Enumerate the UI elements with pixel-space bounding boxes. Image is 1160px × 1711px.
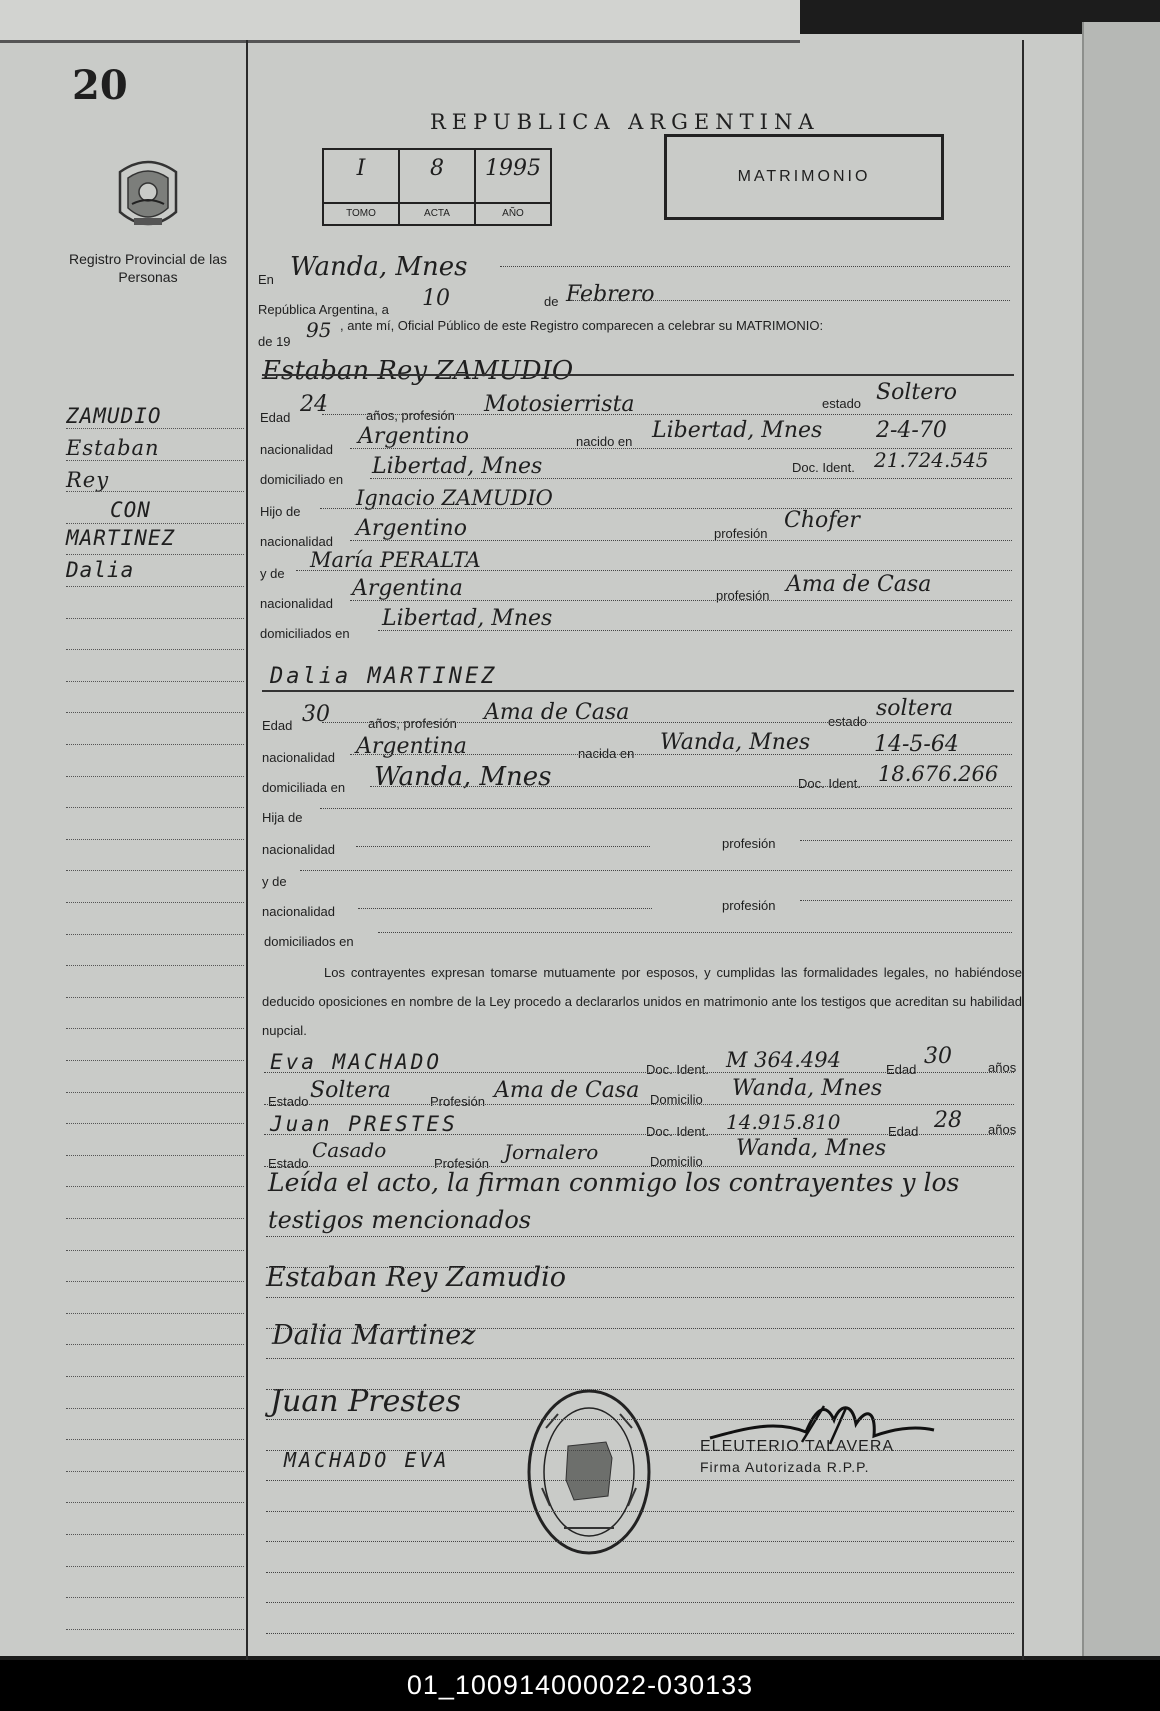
dotted-line	[378, 932, 1012, 933]
dotted-line	[296, 570, 1012, 571]
bride-profession: Ama de Casa	[484, 700, 630, 725]
dotted-line	[322, 414, 1012, 415]
country-heading: REPUBLICA ARGENTINA	[430, 110, 820, 134]
margin-rule-line	[66, 965, 244, 966]
anos-label: años	[988, 1060, 1017, 1075]
margin-rule-line	[66, 776, 244, 777]
signature-rule-line	[266, 1236, 1014, 1237]
margin-rule-line	[66, 807, 244, 808]
hija-label: Hija de	[262, 810, 303, 825]
year-prefix: de 19	[258, 334, 291, 349]
dotted-line	[322, 722, 1012, 723]
witness1-age: 30	[924, 1044, 952, 1069]
margin-rule-line	[66, 1281, 244, 1282]
domiciliados-label: domiciliados en	[260, 626, 350, 641]
official-block	[700, 1438, 950, 1475]
margin-name: Estaban	[66, 436, 160, 460]
mother-name: María PERALTA	[310, 548, 481, 572]
registry-name: Registro Provincial de las Personas	[69, 251, 227, 285]
year-value: 95	[306, 318, 332, 342]
margin-rule-line	[66, 586, 244, 587]
profesion-label: Profesión	[430, 1094, 485, 1109]
dotted-line	[370, 478, 1012, 479]
signature-rule-line	[266, 1602, 1014, 1603]
solid-line	[262, 690, 1014, 692]
signature-rule-line	[266, 1328, 1014, 1329]
mother-profession: Ama de Casa	[786, 572, 932, 597]
margin-rule-line	[66, 1344, 244, 1345]
official-name: ELEUTERIO TALAVERA	[700, 1438, 895, 1455]
bride-nationality: Argentina	[356, 734, 467, 759]
profesion-label: Profesión	[434, 1156, 489, 1171]
signature-rule-line	[266, 1511, 1014, 1512]
margin-rule-line	[66, 1376, 244, 1377]
estado-label: estado	[828, 714, 868, 729]
bride-name: Dalia MARTINEZ	[270, 664, 498, 689]
dotted-line	[370, 786, 1012, 787]
dotted-line	[264, 1104, 1014, 1105]
margin-rule-line	[66, 1534, 244, 1535]
nacionalidad-label: nacionalidad	[262, 750, 336, 765]
anos-profesion-label: años, profesión	[368, 716, 457, 731]
groom-name: Estaban Rey ZAMUDIO	[262, 356, 574, 386]
nacido-label: nacido en	[576, 434, 633, 449]
signature-rule-line	[266, 1572, 1014, 1573]
father-name: Ignacio ZAMUDIO	[356, 486, 553, 510]
ano-label: AÑO	[476, 202, 550, 224]
dotted-line	[320, 808, 1012, 809]
margin-rule-line	[66, 1313, 244, 1314]
next-page-edge	[1082, 22, 1160, 1656]
y-de-label: y de	[260, 566, 285, 581]
dotted-line	[500, 266, 1010, 267]
dotted-line	[320, 508, 1012, 509]
margin-rule-line	[66, 1439, 244, 1440]
margin-rule-line	[66, 491, 244, 492]
margin-rule-line	[66, 1092, 244, 1093]
domiciliado-label: domiciliado en	[260, 472, 344, 487]
witness1-profession: Ama de Casa	[494, 1078, 640, 1103]
signature-rule-line	[266, 1541, 1014, 1542]
witness2-marital-status: Casado	[312, 1138, 387, 1162]
profesion-label: profesión	[714, 526, 768, 541]
province-seal-icon	[112, 152, 184, 236]
bride-address: Wanda, Mnes	[374, 762, 552, 792]
edad-label: Edad	[262, 718, 293, 733]
margin-rule-line	[66, 1028, 244, 1029]
domicilio-label: Domicilio	[650, 1092, 703, 1107]
margin-name: CON	[110, 498, 151, 522]
margin-rule-line	[66, 839, 244, 840]
margin-name: ZAMUDIO	[66, 404, 162, 428]
margin-rule-line	[66, 1629, 244, 1630]
dotted-line	[800, 900, 1012, 901]
margin-rule-line	[66, 1186, 244, 1187]
tomo-value: I	[356, 156, 366, 181]
groom-signature: Estaban Rey Zamudio	[266, 1262, 567, 1293]
margin-rule-line	[66, 1471, 244, 1472]
margin-rule-line	[66, 1566, 244, 1567]
signature-rule-line	[266, 1450, 1014, 1451]
republica-label: República Argentina, a	[258, 302, 389, 317]
image-caption: 01_100914000022-030133	[0, 1660, 1160, 1711]
bride-signature: Dalia Martinez	[272, 1320, 476, 1351]
profesion-label: profesión	[722, 898, 776, 913]
doc-label: Doc. Ident.	[798, 776, 861, 791]
official-title: Firma Autorizada R.P.P.	[700, 1459, 870, 1475]
registry-stamp-icon	[526, 1388, 652, 1556]
profesion-label: profesión	[716, 588, 770, 603]
signature-rule-line	[266, 1389, 1014, 1390]
closing-line-2: testigos mencionados	[268, 1206, 532, 1234]
witness2-address: Wanda, Mnes	[736, 1136, 887, 1161]
dotted-line	[350, 600, 1012, 601]
groom-doc: 21.724.545	[874, 448, 989, 472]
ano-value: 1995	[485, 156, 541, 181]
tomo-label: TOMO	[324, 202, 398, 224]
bride-birthplace: Wanda, Mnes	[660, 730, 811, 755]
acta-label: ACTA	[400, 202, 474, 224]
margin-rule-line	[66, 744, 244, 745]
dotted-line	[300, 870, 1012, 871]
nacionalidad-label: nacionalidad	[262, 904, 336, 919]
witness2-age: 28	[934, 1108, 962, 1133]
nacionalidad-label: nacionalidad	[260, 442, 334, 457]
domicilio-label: Domicilio	[650, 1154, 703, 1169]
witness2-doc: 14.915.810	[726, 1110, 841, 1134]
dotted-line	[378, 630, 1012, 631]
witness1-signature: MACHADO EVA	[284, 1448, 450, 1472]
place-value: Wanda, Mnes	[290, 252, 468, 282]
witness2-profession: Jornalero	[504, 1140, 599, 1164]
dotted-line	[358, 908, 652, 909]
doc-label: Doc. Ident.	[792, 460, 855, 475]
en-label: En	[258, 272, 274, 287]
groom-age: 24	[300, 392, 328, 417]
groom-marital-status: Soltero	[876, 380, 957, 405]
margin-rule-line	[66, 1597, 244, 1598]
margin-rule-line	[66, 618, 244, 619]
estado-label: Estado	[268, 1156, 309, 1171]
edad-label: Edad	[888, 1124, 919, 1139]
bride-doc: 18.676.266	[878, 762, 999, 786]
day-value: 10	[422, 286, 450, 311]
nacionalidad-label: nacionalidad	[262, 842, 336, 857]
groom-nationality: Argentino	[358, 424, 469, 449]
groom-address: Libertad, Mnes	[372, 454, 543, 479]
margin-rule-line	[66, 1123, 244, 1124]
margin-name: Rey	[66, 468, 110, 492]
dotted-line	[350, 540, 1012, 541]
parents-address: Libertad, Mnes	[382, 606, 553, 631]
doc-label: Doc. Ident.	[646, 1124, 709, 1139]
father-nationality: Argentino	[356, 516, 467, 541]
margin-rule-line	[66, 934, 244, 935]
margin-name: Dalia	[66, 558, 135, 582]
nacionalidad-label: nacionalidad	[260, 534, 334, 549]
margin-rule-line	[66, 997, 244, 998]
dotted-line	[264, 1134, 1014, 1135]
margin-rule-line	[66, 681, 244, 682]
record-reference-box	[322, 148, 552, 226]
declaration-text: Los contrayentes expresan tomarse mutuamente por esposos, y cumplidas las formalidades legales, no habiéndose deducido oposiciones en nombre de la Ley procedo a declararlos unidos en matrimonio ante los testigos que acreditan su habilidad nupcial.	[262, 965, 1022, 1038]
signature-rule-line	[266, 1267, 1014, 1268]
witness2-name: Juan PRESTES	[270, 1112, 458, 1136]
witness1-address: Wanda, Mnes	[732, 1076, 883, 1101]
edad-label: Edad	[886, 1062, 917, 1077]
month-value: Febrero	[566, 282, 655, 307]
doc-label: Doc. Ident.	[646, 1062, 709, 1077]
margin-rule-line	[66, 523, 244, 524]
signature-rule-line	[266, 1358, 1014, 1359]
dotted-line	[356, 846, 650, 847]
witness1-marital-status: Soltera	[310, 1078, 391, 1103]
margin-rule-line	[66, 554, 244, 555]
signature-rule-line	[266, 1419, 1014, 1420]
father-profession: Chofer	[784, 508, 860, 533]
dotted-line	[570, 300, 1010, 301]
page-number: 20	[72, 62, 128, 109]
margin-rule-line	[66, 428, 244, 429]
profesion-label: profesión	[722, 836, 776, 851]
margin-rule-line	[66, 1408, 244, 1409]
solid-line	[262, 374, 1014, 376]
bride-birthdate: 14-5-64	[874, 732, 959, 757]
estado-label: estado	[822, 396, 862, 411]
dotted-line	[350, 754, 1012, 755]
signature-rule-line	[266, 1480, 1014, 1481]
acta-value: 8	[430, 156, 444, 181]
margin-rule-line	[66, 649, 244, 650]
mother-nationality: Argentina	[352, 576, 463, 601]
previous-page-edge	[0, 0, 800, 43]
domiciliados-label: domiciliados en	[264, 934, 354, 949]
bride-marital-status: soltera	[876, 696, 954, 721]
anos-label: años	[988, 1122, 1017, 1137]
hijo-label: Hijo de	[260, 504, 301, 519]
margin-rule-line	[66, 1502, 244, 1503]
estado-label: Estado	[268, 1094, 309, 1109]
witness1-name: Eva MACHADO	[270, 1050, 443, 1074]
groom-birthplace: Libertad, Mnes	[652, 418, 823, 443]
act-type-box: MATRIMONIO	[664, 134, 944, 220]
de-label: de	[544, 294, 559, 309]
margin-rule-line	[66, 460, 244, 461]
dotted-line	[800, 840, 1012, 841]
margin-rule	[246, 40, 248, 1660]
nacida-label: nacida en	[578, 746, 635, 761]
edad-label: Edad	[260, 410, 291, 425]
signature-rule-line	[266, 1297, 1014, 1298]
witness1-doc: M 364.494	[726, 1048, 842, 1072]
margin-rule-line	[66, 902, 244, 903]
margin-rule-line	[66, 870, 244, 871]
margin-rule-line	[66, 1250, 244, 1251]
margin-name: MARTINEZ	[66, 526, 176, 550]
groom-profession: Motosierrista	[484, 392, 635, 417]
dotted-line	[264, 1166, 1014, 1167]
right-rule	[1022, 40, 1024, 1660]
closing-line-1: Leída el acto, la firman conmigo los contrayentes y los	[268, 1168, 960, 1197]
margin-rule-line	[66, 1060, 244, 1061]
intro-text: , ante mí, Oficial Público de este Registro comparecen a celebrar su MATRIMONIO:	[340, 318, 824, 333]
signature-rule-line	[266, 1633, 1014, 1634]
margin-rule-line	[66, 712, 244, 713]
nacionalidad-label: nacionalidad	[260, 596, 334, 611]
margin-rule-line	[66, 1155, 244, 1156]
domiciliada-label: domiciliada en	[262, 780, 346, 795]
witness2-signature: Juan Prestes	[270, 1384, 461, 1419]
margin-rule-line	[66, 1218, 244, 1219]
dotted-line	[264, 1072, 1014, 1073]
groom-birthdate: 2-4-70	[876, 418, 947, 443]
anos-profesion-label: años, profesión	[366, 408, 455, 423]
y-de-label: y de	[262, 874, 287, 889]
bride-age: 30	[302, 702, 330, 727]
